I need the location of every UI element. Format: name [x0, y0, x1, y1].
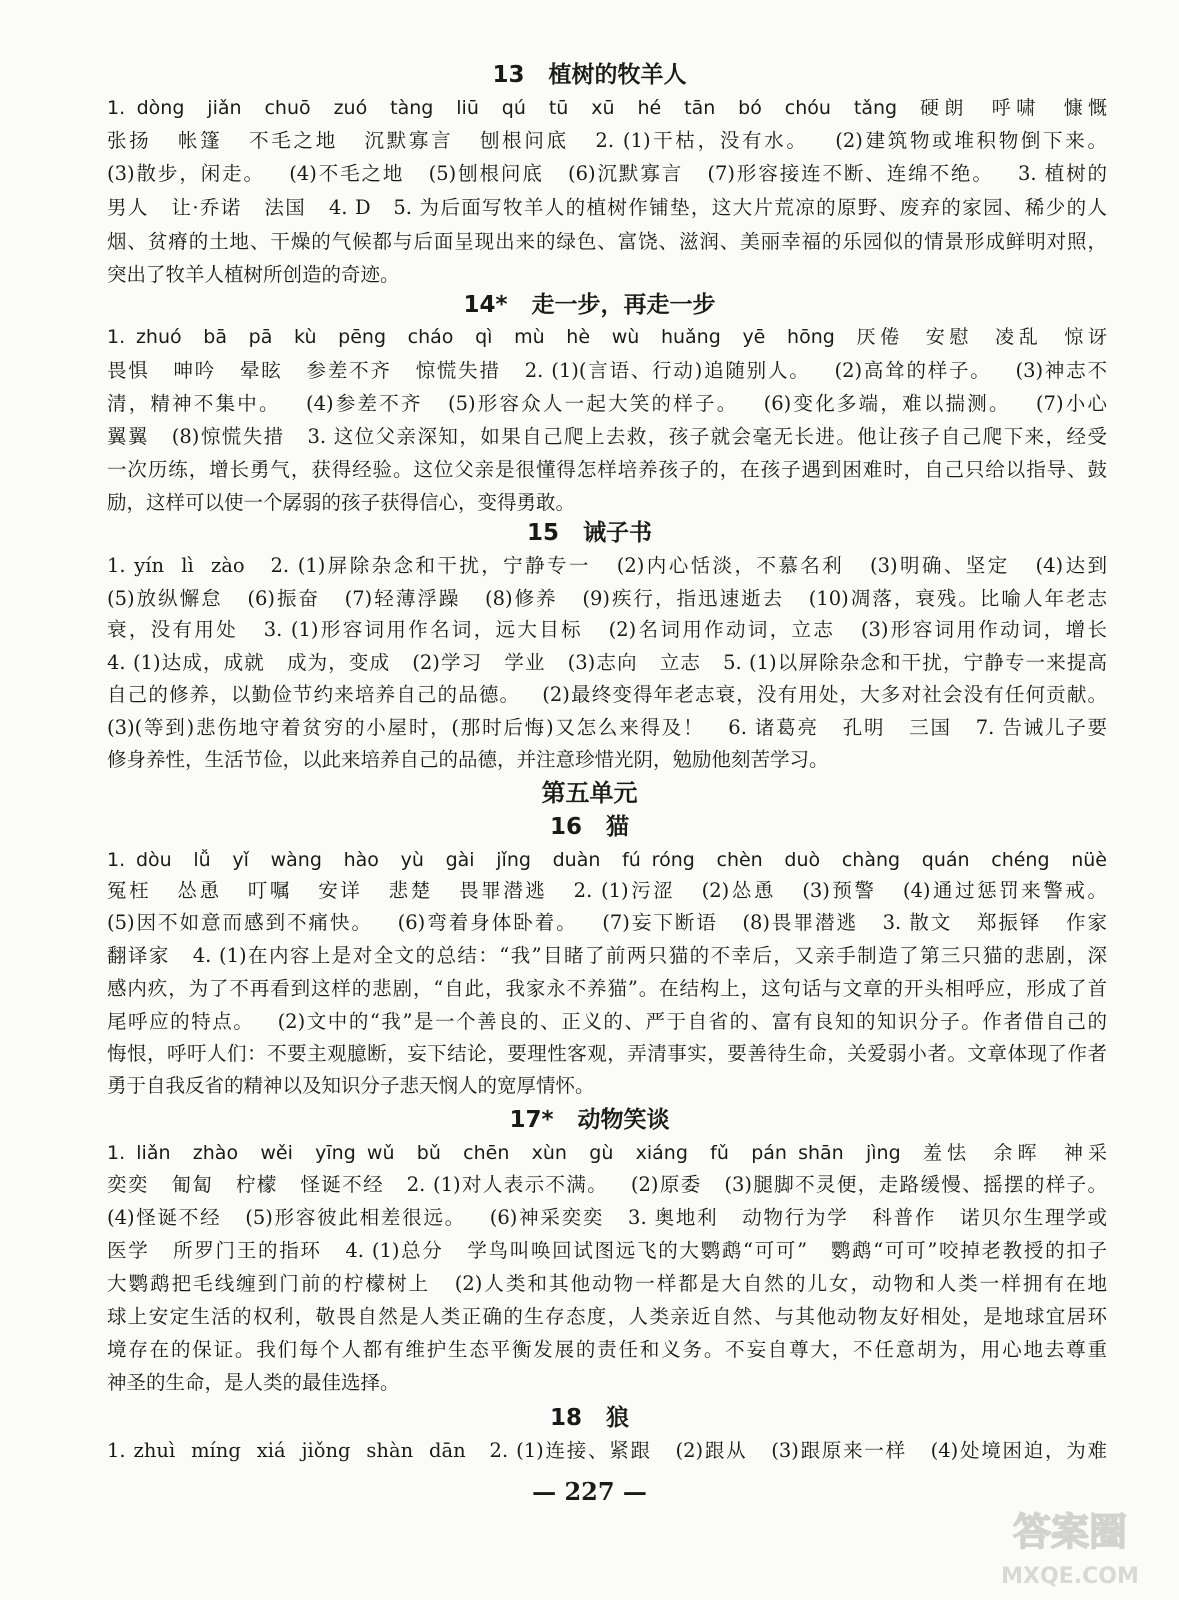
text-line: 翻译家 4. (1)在内容上是对全文的总结：“我”目睹了前两只猫的不幸后，又亲手制造了第三只猫的悲剧，深	[107, 944, 1107, 967]
text-line: 1. liǎn zhào wěi yīng wǔ bǔ chēn xùn gù xiáng fǔ pán shān jìng 羞怯 余晖 神采	[107, 1142, 1107, 1164]
text-line: 张扬 帐篷 不毛之地 沉默寡言 刨根问底 2. (1)干枯，没有水。 (2)建筑物或堆积物倒下来。	[107, 129, 1107, 152]
page-number: — 227 —	[532, 1477, 647, 1506]
unit-title: 第五单元	[541, 778, 638, 807]
text-line: 4. (1)达成，成就 成为，变成 (2)学习 学业 (3)志向 立志 5. (1)以屏除杂念和干扰，宁静专一来提高	[107, 651, 1107, 674]
watermark-bottom-text: MXQE.COM	[1001, 1564, 1139, 1589]
text-line: (4)怪诞不经 (5)形容彼此相差很远。 (6)神采奕奕 3. 奥地利 动物行为学 科普作 诺贝尔生理学或	[107, 1206, 1107, 1229]
text-line: 大鹦鹉把毛线缠到门前的柠檬树上 (2)人类和其他动物一样都是大自然的儿女，动物和人类一样拥有在地	[107, 1272, 1107, 1295]
text-line: 勇于自我反省的精神以及知识分子悲天悯人的宽厚情怀。	[107, 1074, 595, 1097]
text-line: 突出了牧羊人植树所创造的奇迹。	[107, 263, 400, 286]
section-title-17: 17* 动物笑谈	[509, 1107, 670, 1133]
text-line: 尾呼应的特点。 (2)文中的“我”是一个善良的、正义的、严于自省的、富有良知的知识分子。作者借自己的	[107, 1010, 1107, 1033]
text-line: 衰，没有用处 3. (1)形容词用作名词，远大目标 (2)名词用作动词，立志 (3)形容词用作动词，增长	[107, 618, 1107, 641]
text-line: 一次历练，增长勇气，获得经验。这位父亲是很懂得怎样培养孩子的，在孩子遇到困难时，自己只给以指导、鼓	[107, 458, 1107, 481]
text-line: 感内疚，为了不再看到这样的悲剧，“自此，我家永不养猫”。在结构上，这句话与文章的开头相呼应，形成了首	[107, 977, 1107, 1000]
text-line: 神圣的生命，是人类的最佳选择。	[107, 1371, 400, 1394]
text-line: (5)因不如意而感到不痛快。 (6)弯着身体卧着。 (7)妄下断语 (8)畏罪潜逃 3. 散文 郑振铎 作家	[107, 911, 1107, 934]
text-line: 1. dòng jiǎn chuō zuó tàng liū qú tū xū hé tān bó chóu tǎng 硬朗 呼啸 慷慨	[107, 97, 1107, 119]
text-line: 奕奕 匍匐 柠檬 怪诞不经 2. (1)对人表示不满。 (2)原委 (3)腿脚不灵便，走路缓慢、摇摆的样子。	[107, 1173, 1107, 1196]
text-line: 1. zhuì míng xiá jiǒng shàn dān 2. (1)连接、紧跟 (2)跟从 (3)跟原来一样 (4)处境困迫，为难	[107, 1439, 1107, 1462]
text-line: 1. dòu lǚ yǐ wàng hào yù gài jǐng duàn fú róng chèn duò chàng quán chéng nüè	[107, 849, 1107, 871]
text-line: 境存在的保证。我们每个人都有维护生态平衡发展的责任和义务。不妄自尊大，不任意胡为，用心地去尊重	[107, 1338, 1107, 1361]
text-line: 悔恨，呼吁人们：不要主观臆断，妄下结论，要理性客观，弄清事实，要善待生命，关爱弱小者。文章体现了作者	[107, 1042, 1107, 1065]
text-line: 励，这样可以使一个孱弱的孩子获得信心，变得勇敢。	[107, 491, 576, 514]
section-title-13: 13 植树的牧羊人	[492, 62, 687, 88]
text-line: (3)(等到)悲伤地守着贫穷的小屋时，(那时后悔)又怎么来得及！ 6. 诸葛亮 孔明 三国 7. 告诫儿子要	[107, 716, 1107, 739]
section-title-18: 18 狼	[549, 1405, 630, 1431]
section-title-15: 15 诫子书	[526, 520, 653, 546]
text-line: (5)放纵懈怠 (6)振奋 (7)轻薄浮躁 (8)修养 (9)疾行，指迅速逝去 (10)凋落，衰残。比喻人年老志	[107, 587, 1107, 610]
text-line: 畏惧 呻吟 晕眩 参差不齐 惊慌失措 2. (1)(言语、行动)追随别人。 (2)高耸的样子。 (3)神志不	[107, 359, 1107, 382]
text-line: 烟、贫瘠的土地、干燥的气候都与后面呈现出来的绿色、富饶、滋润、美丽幸福的乐园似的情景形成鲜明对照，	[107, 230, 1107, 253]
text-line: 球上安定生活的权利，敬畏自然是人类正确的生存态度，人类亲近自然、与其他动物友好相处，是地球宜居环	[107, 1305, 1107, 1328]
text-line: 冤枉 怂恿 叮嘱 安详 悲楚 畏罪潜逃 2. (1)污涩 (2)怂恿 (3)预警 (4)通过惩罚来警戒。	[107, 879, 1107, 902]
text-line: 男人 让·乔诺 法国 4. D 5. 为后面写牧羊人的植树作铺垫，这大片荒凉的原野、废弃的家园、稀少的人	[107, 196, 1107, 219]
text-line: 医学 所罗门王的指环 4. (1)总分 学鸟叫唤回试图远飞的大鹦鹉“可可” 鹦鹉“可可”咬掉老教授的扣子	[107, 1239, 1107, 1262]
text-line: 1. zhuó bā pā kù pēng cháo qì mù hè wù huǎng yē hōng 厌倦 安慰 凌乱 惊讶	[107, 326, 1107, 348]
text-line: 清，精神不集中。 (4)参差不齐 (5)形容众人一起大笑的样子。 (6)变化多端，难以揣测。 (7)小心	[107, 392, 1107, 415]
text-line: 1. yín lì zào 2. (1)屏除杂念和干扰，宁静专一 (2)内心恬淡，不慕名利 (3)明确、坚定 (4)达到	[107, 554, 1107, 577]
watermark-top-text: 答案圈	[1012, 1510, 1128, 1554]
section-title-14: 14* 走一步，再走一步	[463, 292, 716, 318]
watermark-logo-icon	[980, 1495, 1160, 1595]
text-line: 自己的修养，以勤俭节约来培养自己的品德。 (2)最终变得年老志衰，没有用处，大多对社会没有任何贡献。	[107, 683, 1107, 706]
text-line: (3)散步，闲走。 (4)不毛之地 (5)刨根问底 (6)沉默寡言 (7)形容接连不断、连绵不绝。 3. 植树的	[107, 162, 1107, 185]
text-line: 翼翼 (8)惊慌失措 3. 这位父亲深知，如果自己爬上去救，孩子就会毫无长进。他让孩子自己爬下来，经受	[107, 425, 1107, 448]
text-line: 修身养性，生活节俭，以此来培养自己的品德，并注意珍惜光阴，勉励他刻苦学习。	[107, 748, 829, 771]
section-title-16: 16 猫	[549, 814, 630, 840]
